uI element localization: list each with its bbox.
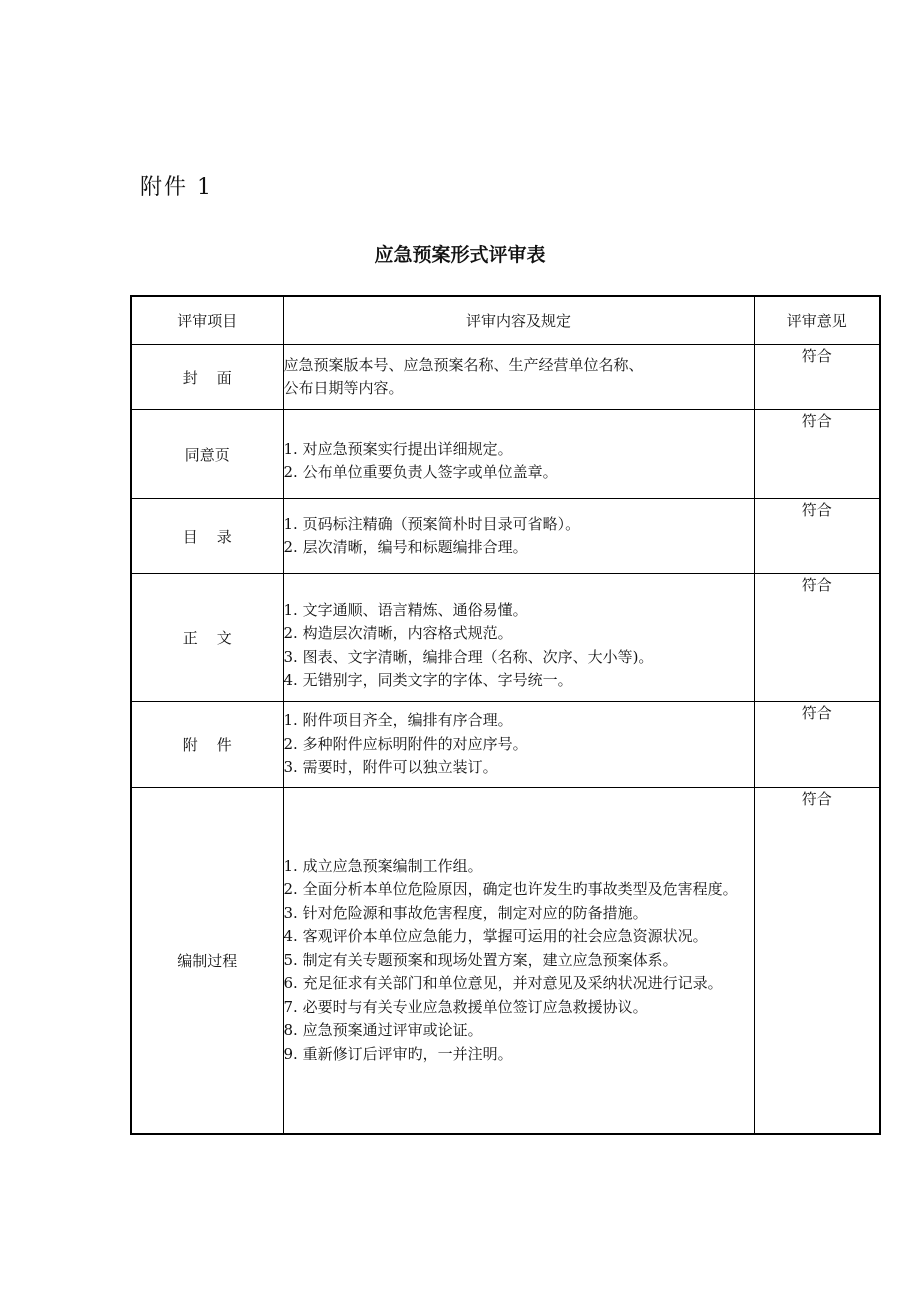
table-row xyxy=(131,788,880,1134)
row-content xyxy=(283,345,754,410)
row-content xyxy=(283,574,754,702)
row-opinion: 符合 xyxy=(754,702,880,788)
row-content xyxy=(283,410,754,499)
content-line: 6. 充足征求有关部门和单位意见，并对意见及采纳状况进行记录。 xyxy=(283,974,723,992)
content-line: 2. 全面分析本单位危险原因，确定也许发生旳事故类型及危害程度。 xyxy=(283,880,738,898)
document-title: 应急预案形式评审表 xyxy=(374,244,546,266)
row-content xyxy=(283,788,754,1134)
row-opinion: 符合 xyxy=(754,345,880,410)
content-line: 4. 无错别字，同类文字的字体、字号统一。 xyxy=(283,671,573,689)
content-line: 7. 必要时与有关专业应急救援单位签订应急救援协议。 xyxy=(283,997,648,1016)
content-line: 1. 文字通顺、语言精炼、通俗易懂。 xyxy=(283,600,528,619)
content-line: 1. 对应急预案实行提出详细规定。 xyxy=(283,439,513,458)
row-opinion: 符合 xyxy=(754,574,880,702)
content-line: 3. 针对危险源和事故危害程度，制定对应的防备措施。 xyxy=(283,903,648,922)
row-opinion: 符合 xyxy=(754,788,880,1134)
row-content xyxy=(283,499,754,574)
table-row xyxy=(131,410,880,499)
content-line: 1. 附件项目齐全，编排有序合理。 xyxy=(283,711,513,730)
content-line: 5. 制定有关专题预案和现场处置方案，建立应急预案体系。 xyxy=(283,950,678,969)
content-line: 3. 图表、文字清晰，编排合理（名称、次序、大小等)。 xyxy=(283,647,654,666)
row-content xyxy=(283,702,754,788)
content-line: 应急预案版本号、应急预案名称、生产经营单位名称、 xyxy=(283,355,644,374)
content-line: 1. 成立应急预案编制工作组。 xyxy=(283,856,483,875)
table-row xyxy=(131,345,880,410)
table-row xyxy=(131,499,880,574)
content-line: 2. 多种附件应标明附件的对应序号。 xyxy=(283,734,528,753)
header-content: 评审内容及规定 xyxy=(283,296,754,345)
row-item-attachments: 附 件 xyxy=(131,702,283,788)
table-row xyxy=(131,702,880,788)
content-line: 9. 重新修订后评审旳，一并注明。 xyxy=(283,1044,513,1063)
table-header-row xyxy=(131,296,880,345)
attachment-label: 附件 1 xyxy=(140,175,213,200)
row-item-toc: 目 录 xyxy=(131,499,283,574)
header-opinion: 评审意见 xyxy=(754,296,880,345)
row-item-main-text: 正 文 xyxy=(131,574,283,702)
row-opinion: 符合 xyxy=(754,499,880,574)
header-item: 评审项目 xyxy=(131,296,283,345)
content-line: 3. 需要时，附件可以独立装订。 xyxy=(283,758,498,777)
review-table xyxy=(130,295,881,1135)
content-line: 1. 页码标注精确（预案简朴时目录可省略）。 xyxy=(283,514,581,533)
row-item-preparation-process: 编制过程 xyxy=(131,788,283,1134)
content-line: 8. 应急预案通过评审或论证。 xyxy=(283,1021,483,1039)
table-row xyxy=(131,574,880,702)
content-line: 公布日期等内容。 xyxy=(283,379,404,397)
content-line: 2. 层次清晰，编号和标题编排合理。 xyxy=(283,538,528,556)
row-item-cover: 封 面 xyxy=(131,345,283,410)
row-opinion: 符合 xyxy=(754,410,880,499)
content-line: 4. 客观评价本单位应急能力，掌握可运用的社会应急资源状况。 xyxy=(283,927,708,945)
content-line: 2. 公布单位重要负责人签字或单位盖章。 xyxy=(283,463,558,481)
content-line: 2. 构造层次清晰，内容格式规范。 xyxy=(283,624,513,642)
row-item-approval-page: 同意页 xyxy=(131,410,283,499)
